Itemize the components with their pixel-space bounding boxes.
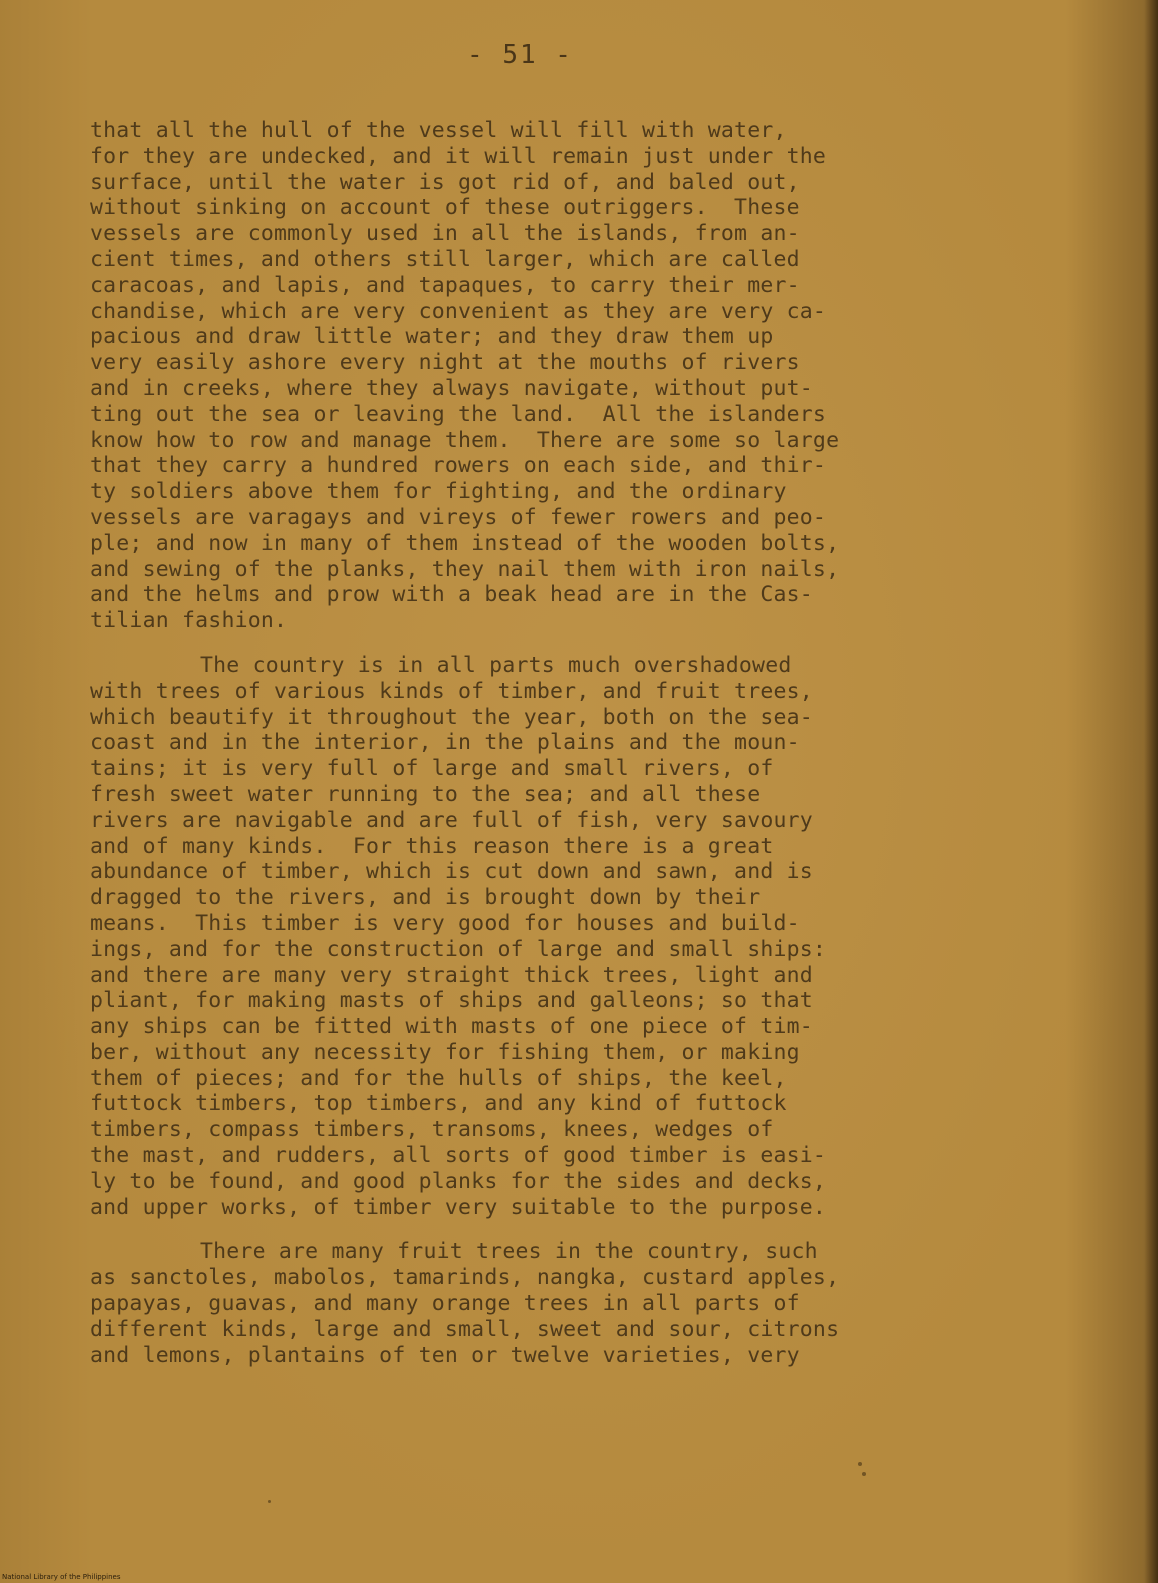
text-line: coast and in the interior, in the plains and the moun- [90, 730, 800, 756]
text-line: for they are undecked, and it will remain just under the [90, 143, 827, 169]
text-line: with trees of various kinds of timber, and fruit trees, [90, 678, 813, 704]
text-line: dragged to the rivers, and is brought down by their [90, 885, 761, 911]
text-line: very easily ashore every night at the mouths of rivers [90, 350, 800, 376]
text-line: the mast, and rudders, all sorts of good timber is easi- [90, 1143, 827, 1169]
paper-speck [268, 1500, 271, 1503]
text-line: that all the hull of the vessel will fill with water, [90, 118, 787, 143]
text-line: There are many fruit trees in the country, such [200, 1239, 818, 1265]
text-line: caracoas, and lapis, and tapaques, to carry their mer- [90, 272, 800, 298]
text-line: tains; it is very full of large and small rivers, of [90, 756, 774, 782]
paper-speck [858, 1462, 862, 1466]
text-line: any ships can be fitted with masts of one piece of tim- [90, 1014, 813, 1040]
text-line: and in creeks, where they always navigate, without put- [90, 375, 813, 401]
text-line: and there are many very straight thick trees, light and [90, 962, 813, 988]
text-line: rivers are navigable and are full of fish, very savoury [90, 807, 813, 833]
text-line: pliant, for making masts of ships and galleons; so that [90, 988, 813, 1014]
text-line: The country is in all parts much overshadowed [200, 652, 792, 678]
text-line: vessels are commonly used in all the islands, from an- [90, 221, 800, 247]
page-edge-shadow [1144, 0, 1158, 1583]
text-line: as sanctoles, mabolos, tamarinds, nangka, custard apples, [90, 1265, 840, 1291]
text-line: ly to be found, and good planks for the sides and decks, [90, 1168, 827, 1194]
text-line: surface, until the water is got rid of, and baled out, [90, 169, 800, 195]
text-line: and of many kinds. For this reason there is a great [90, 833, 774, 859]
page-number: - 51 - [467, 40, 573, 70]
text-line: ple; and now in many of them instead of the wooden bolts, [90, 530, 840, 556]
text-line: chandise, which are very convenient as they are very ca- [90, 298, 827, 324]
text-line: different kinds, large and small, sweet and sour, citrons [90, 1316, 840, 1342]
text-line: ty soldiers above them for fighting, and the ordinary [90, 479, 787, 505]
paper-speck [862, 1472, 866, 1476]
text-line: which beautify it throughout the year, both on the sea- [90, 704, 813, 730]
text-line: and sewing of the planks, they nail them with iron nails, [90, 556, 840, 582]
text-line: without sinking on account of these outriggers. These [90, 195, 800, 221]
text-line: ings, and for the construction of large and small ships: [90, 936, 827, 962]
text-line: and the helms and prow with a beak head are in the Cas- [90, 582, 813, 608]
paragraph [90, 118, 1020, 634]
text-line: pacious and draw little water; and they draw them up [90, 324, 774, 350]
text-line: know how to row and manage them. There are some so large [90, 427, 840, 453]
text-line: abundance of timber, which is cut down and sawn, and is [90, 859, 813, 885]
text-line: that they carry a hundred rowers on each side, and thir- [90, 453, 827, 479]
text-line: fresh sweet water running to the sea; and all these [90, 781, 761, 807]
body-text [90, 118, 1020, 1387]
text-line: ting out the sea or leaving the land. All the islanders [90, 401, 827, 427]
text-line: vessels are varagays and vireys of fewer rowers and peo- [90, 504, 827, 530]
paragraph [90, 653, 1020, 1221]
text-line: them of pieces; and for the hulls of ships, the keel, [90, 1065, 787, 1091]
footer-note: National Library of the Philippines [2, 1573, 121, 1581]
text-line: timbers, compass timbers, transoms, knees, wedges of [90, 1117, 774, 1143]
paragraph [90, 1239, 1020, 1368]
text-line: and upper works, of timber very suitable to the purpose. [90, 1194, 827, 1220]
text-line: tilian fashion. [90, 608, 288, 634]
text-line: papayas, guavas, and many orange trees in all parts of [90, 1291, 800, 1317]
text-line: futtock timbers, top timbers, and any kind of futtock [90, 1091, 787, 1117]
text-line: means. This timber is very good for houses and build- [90, 910, 800, 936]
text-line: cient times, and others still larger, which are called [90, 246, 800, 272]
text-line: ber, without any necessity for fishing them, or making [90, 1039, 800, 1065]
text-line: and lemons, plantains of ten or twelve varieties, very [90, 1342, 800, 1368]
